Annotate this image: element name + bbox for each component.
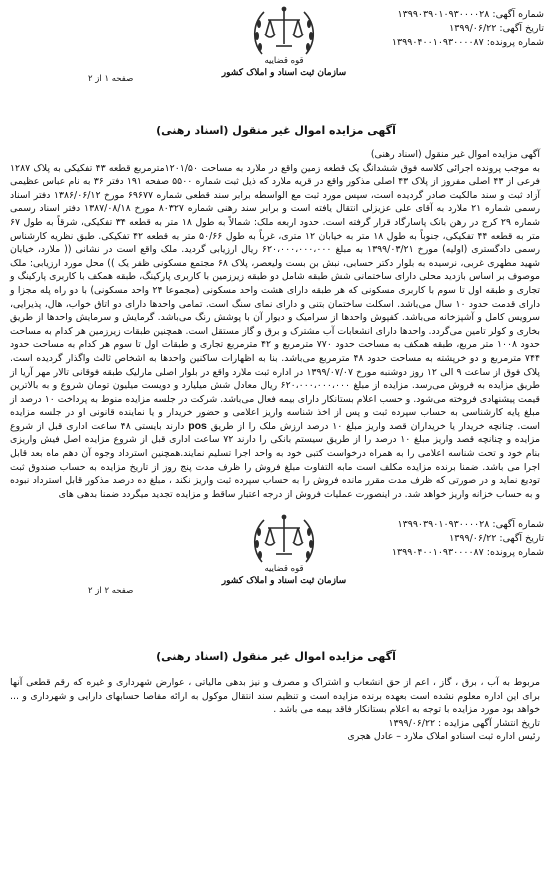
publish-date: تاریخ انتشار آگهی مزایده : ۱۳۹۹/۰۶/۲۲ <box>388 717 540 729</box>
page-number: صفحه ۱ از ۲ <box>88 74 134 84</box>
notice-paragraph <box>10 162 540 502</box>
notice-heading: آگهی مزایده اموال غیر منقول (اسناد رهنی) <box>370 149 540 160</box>
scales-emblem-icon <box>248 512 320 564</box>
judiciary-emblem <box>214 512 354 587</box>
page-number: صفحه ۲ از ۲ <box>88 586 134 596</box>
organization-name: سازمان ثبت اسناد و املاک کشور <box>221 576 347 586</box>
organization-name: سازمان ثبت اسناد و املاک کشور <box>221 68 347 78</box>
ad-date: تاریخ آگهی: ۱۳۹۹/۰۶/۲۲ <box>449 23 544 34</box>
notice2-header-info <box>344 518 544 560</box>
emblem-caption: قوه قضاییه <box>264 564 304 574</box>
pos-label: pos <box>188 419 207 432</box>
file-number: شماره پرونده: ۱۳۹۹۰۴۰۰۱۰۹۳۰۰۰۰۸۷ <box>391 547 544 558</box>
judiciary-emblem <box>214 4 354 79</box>
signature-line: رئیس اداره ثبت اسنادو املاک ملارد – عادل هجری <box>347 731 540 743</box>
ad-number: شماره آگهی: ۱۳۹۹۰۳۹۰۱۰۹۳۰۰۰۰۲۸ <box>397 519 544 530</box>
paragraph-text-continued: دارند بایستی ۴۸ ساعت اداری قبل از شروع مزایده و چنانچه قصد واریز مبلغ ۱۰ درصد را از طریق سیستم بانکی را دارند ۷۲ ساعت اداری قبل از شروع مزایده اصل فیش واریزی بنام خود و تحت شناسه اعلامی را به همراه درخواست کتبی خود به واحد اجرا تسلیم نمایند.همچنین استرداد وجوه آن دهم ماه بعد قابل اجرا می باشد. ضمنا برنده مزایده مکلف است مابه التفاوت مبلغ فروش را ظرف مدت پنج روز از تاریخ مزایده به حساب صندوق ثبت تودیع نماید و در صورتی که ظرف مدت مقرر مانده فروش را به حساب سپرده ثبت واریز نکند ، مبلغ ده درصد مذکور قابل استرداد نبوده و به حساب خزانه واریز خواهد شد. در اینصورت عملیات فروش از درجه اعتبار ساقط و مزایده تجدید میگردد ضمنا بدهی های <box>10 420 540 500</box>
notice-title: آگهی مزایده اموال غیر منقول (اسناد رهنی) <box>156 124 396 137</box>
ad-date: تاریخ آگهی: ۱۳۹۹/۰۶/۲۲ <box>449 533 544 544</box>
notice1-body <box>10 148 540 501</box>
paragraph-text: به موجب پرونده اجرائی کلاسه فوق ششدانگ یک قطعه زمین واقع در ملارد به مساحت ۱۲۰۱/۵۰مترمربع قطعه ۴۳ تفکیکی به پلاک ۱۲۸۷ فرعی از ۴۳ اصلی مفروز از پلاک ۴۳ اصلی مذکور واقع در قریه ملارد که ذیل ثبت شماره ۵۵۰۰ صفحه ۱۹۱ دفتر ۳۶ به نام عباس عظیمی آزاد ثبت و سند مالکیت صادر گردیده است، سپس مورد ثبت مع الواسطه برابر سند قطعی شماره ۶۹۶۷۷ مورخ ۱۳۸۶/۰۶/۱۲ دفتر اسناد رسمی شماره ۲۱ ملارد به آقای علی عزیزلی انتقال یافته است و برابر سند رهنی شماره ۸۰۳۲۷ مورخ ۱۳۸۷/۰۸/۱۸ دفتر اسناد رسمی شماره ۲۹ کرج در رهن بانک پاسارگاد قرار گرفته است. حدود اربعه ملک: شمالاً به طول ۱۸ متر به قطعه ۳۴ تفکیکی، شرقاً به طول ۶۷ متر به قطعه ۴۴ تفکیکی، جنوباً به طول ۱۸ متر به خیابان ۱۲ متری، غرباً به طول ۵۰/۶۶ متر به قطعه ۴۲ تفکیکی. طبق نظریه کارشناس رسمی دادگستری (اولیه) مورخ ۱۳۹۹/۰۳/۲۱ به مبلغ ۶۲۰،۰۰۰،۰۰۰،۰۰۰ ریال ارزیابی گردید. ملک واقع است در نشانی (( ملارد، خیابان شهید مطهری غربی، نرسیده به بلوار دکتر حسابی، نبش بن بست ولیعصر، پلاک ۶۸ مجتمع مسکونی ظفر یک )) محل مورد ارزیابی: ملک موصوف بر اساس بازدید محلی دارای ساختمانی شش طبقه شامل دو طبقه زیرزمین با کاربری پارکینگ، طبقه همکف با کاربری پارکینگ و تجاری و طبقه اول تا سوم با کاربری مسکونی که هر طبقه دارای هشت واحد مسکونی (مجموعا ۲۴ واحد مسکونی) با دو راه پله مجزا و دارای قدمت حدود ۱۰ سال می‌باشد. اسکلت ساختمان بتنی و دارای نمای سنگ است. تمامی واحدها دارای دو اتاق خواب، هال، پذیرایی، سرویس کامل و آشپزخانه می‌باشد. کفپوش واحدها از سرامیک و دیوار آن با پوشش رنگ می‌باشد. گرمایش و سرمایش واحدها از طریق بخاری و کولر تامین می‌گردد. واحدها دارای انشعابات آب مشترک و برق و گاز مستقل است. همچنین طبقات زیرزمین هر کدام به مساحت حدود ۱۰۰۸ متر مربع، طبقه همکف به مساحت حدود ۷۷۰ مترمربع و ۴۲ مترمربع تجاری و طبقات اول تا سوم هر کدام به مساحت حدود ۷۴۴ مترمربع و دو خرپشته به مساحت حدود ۴۸ مترمربع می‌باشد. بنا به اظهارات ساکنین واحدها به اشخاص ثالث واگذار گردیده است. پلاک فوق از ساعت ۹ الی ۱۲ روز دوشنبه مورخ ۱۳۹۹/۰۷/۰۷ در اداره ثبت ملارد واقع در بلوار اصلی مارلیک طبقه فوقانی تالار مهر آریا از طریق مزایده به فروش می‌رسد. مزایده از مبلغ ۶۲۰،۰۰۰،۰۰۰،۰۰۰ ریال معادل شش میلیارد و دویست میلیون تومان شروع و به بالاترین قیمت پیشنهادی فروخته می‌شود. و حسب اعلام بستانکار دارای بیمه فعال می‌باشد. شرکت در جلسه مزایده منوط به پرداخت ۱۰ درصد از مبلغ پایه کارشناسی به حساب سپرده ثبت و پس از اخذ شناسه واریز اعلامی و حضور خریدار و یا نماینده قانونی او در جلسه مزایده است. چنانچه خریدار یا خریداران قصد واریز مبلغ ۱۰ درصد ارزش ملک را از طریق <box>10 162 541 432</box>
notice1-header-info <box>344 8 544 50</box>
notice-paragraph: مربوط به آب ، برق ، گاز ، اعم از حق انشعاب و اشتراک و مصرف و نیز بدهی مالیاتی ، عوارض شهرداری و غیره که رقم قطعی آنها برای این اداره معلوم نشده است بعهده برنده مزایده است و تنظیم سند انتقال موکول به ارائه مفاصا حسابهای دارایی و شهرداری و ... خواهد بود مورد مزایده با توجه به اعلام بستانکار فاقد بیمه می باشد . <box>10 677 540 716</box>
file-number: شماره پرونده: ۱۳۹۹۰۴۰۰۱۰۹۳۰۰۰۰۸۷ <box>391 37 544 48</box>
ad-number: شماره آگهی: ۱۳۹۹۰۳۹۰۱۰۹۳۰۰۰۰۲۸ <box>397 9 544 20</box>
notice2-body <box>10 676 540 744</box>
scales-emblem-icon <box>248 4 320 56</box>
emblem-caption: قوه قضاییه <box>264 56 304 66</box>
notice-title: آگهی مزایده اموال غیر منقول (اسناد رهنی) <box>156 650 396 663</box>
